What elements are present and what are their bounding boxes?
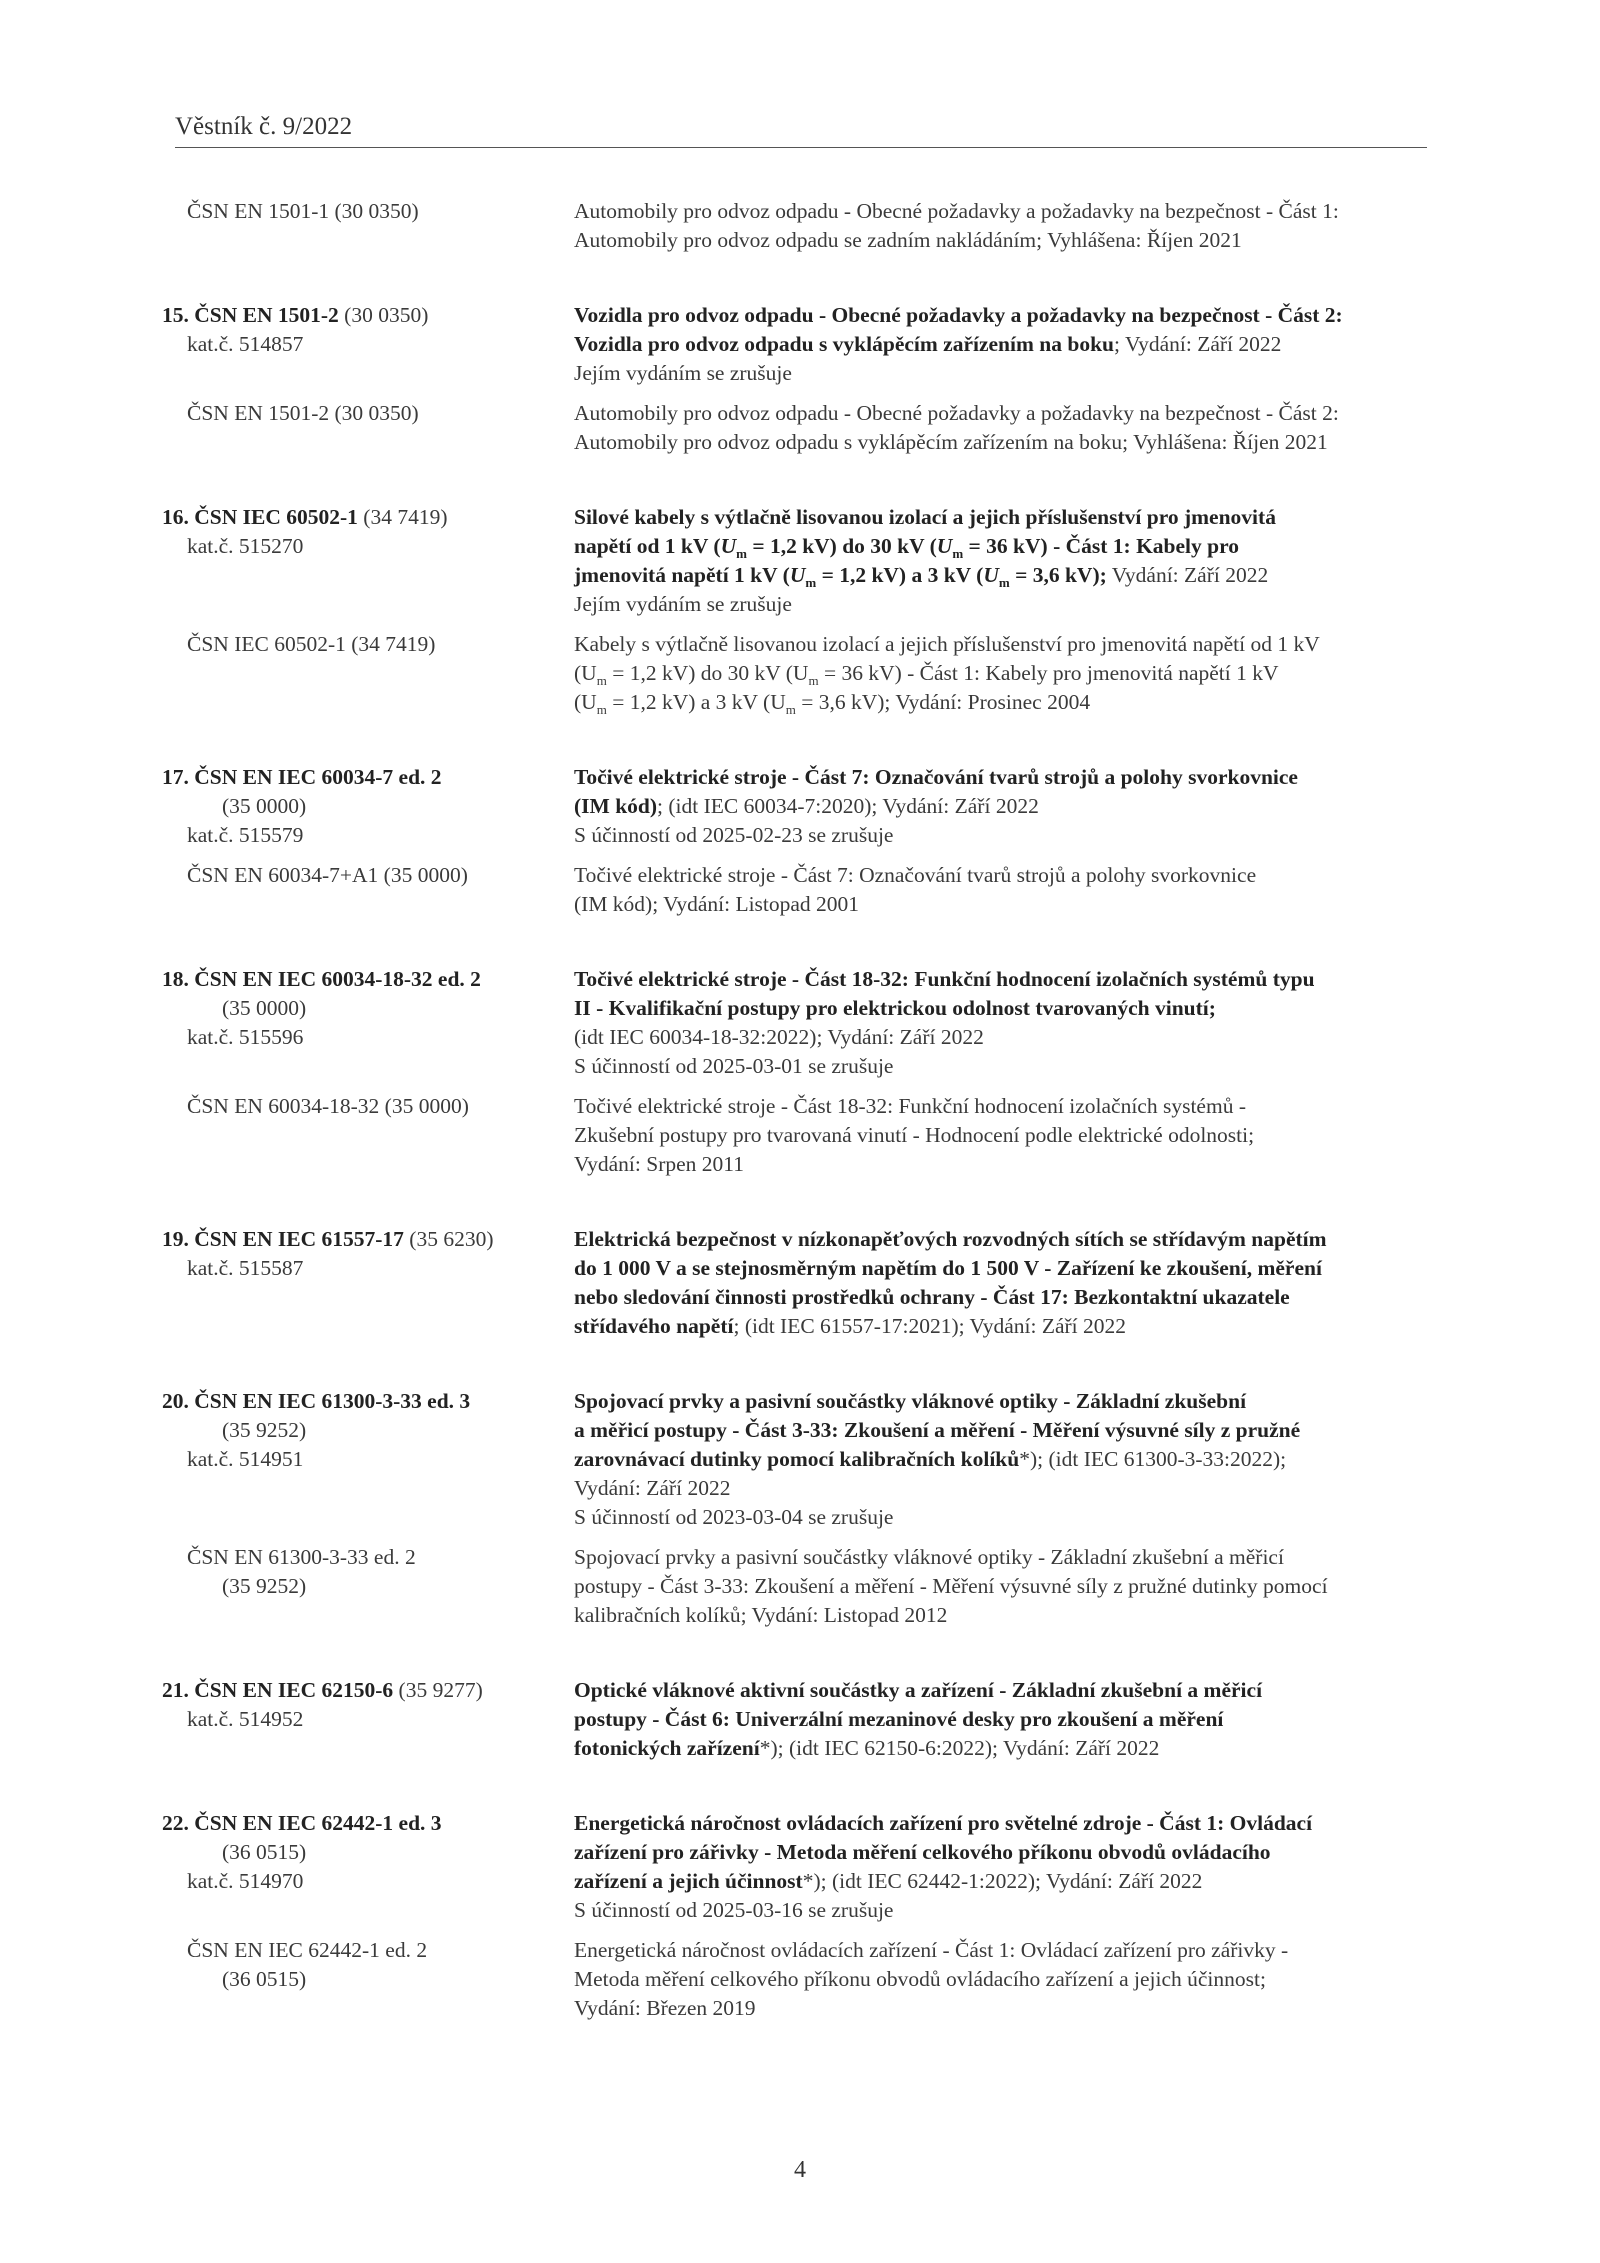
entry-number: 20. (162, 1389, 189, 1413)
standard-title-line: Točivé elektrické stroje - Část 18-32: Funkční hodnocení izolačních systémů typu (574, 967, 1315, 991)
replaced-title-line: (IM kód); Vydání: Listopad 2001 (574, 892, 860, 916)
new-standard (162, 1225, 1427, 1341)
class-number: (34 7419) (363, 505, 448, 529)
replaced-title-line: ($U_m = 1,2$ kV) do 30 kV ($U_m = 36$ kV) - Část 1: Kabely pro jmenovitá napětí 1 kV (574, 661, 1279, 688)
edition-info: *); (idt IEC 61300-3-33:2022); (1019, 1447, 1287, 1471)
standard-entry-14-continuation (187, 197, 1427, 255)
standard-title-line: Optické vláknové aktivní součástky a zařízení - Základní zkušební a měřicí (574, 1678, 1263, 1702)
entry-number: 17. (162, 765, 189, 789)
standard-title-line: Točivé elektrické stroje - Část 7: Označování tvarů strojů a polohy svorkovnice (574, 765, 1298, 789)
new-standard (162, 503, 1427, 619)
standard-entry-21 (162, 1676, 1427, 1763)
standard-title-line: jmenovitá napětí 1 kV ($U_m = 1,2$ kV) a 3 kV ($U_m = 3,6$ kV); Vydání: Září 2022 (574, 563, 1269, 590)
standard-entry-19 (162, 1225, 1427, 1341)
cancellation-note: S účinností od 2025-02-23 se zrušuje (574, 823, 894, 847)
catalog-number: kat.č. 514952 (187, 1707, 304, 1731)
replaced-code: ČSN IEC 60502-1 (34 7419) (187, 632, 436, 656)
replaced-title-line: Automobily pro odvoz odpadu - Obecné požadavky a požadavky na bezpečnost - Část 1: (574, 199, 1339, 223)
standard-title-line: a měřicí postupy - Část 3-33: Zkoušení a měření - Měření výsuvné síly z pružné (574, 1418, 1301, 1442)
edition-info: *); (idt IEC 62442-1:2022); Vydání: Září 2022 (802, 1869, 1203, 1893)
replaced-code: ČSN EN 61300-3-33 ed. 2 (187, 1545, 416, 1569)
replaced-class-number: (36 0515) (222, 1967, 307, 1991)
standard-title-line: Spojovací prvky a pasivní součástky vláknové optiky - Základní zkušební (574, 1389, 1247, 1413)
standard-title-line: střídavého napětí (574, 1314, 734, 1338)
replaced-code: ČSN EN 60034-7+A1 (35 0000) (187, 863, 468, 887)
standard-title-line: do 1 000 V a se stejnosměrným napětím do 1 500 V - Zařízení ke zkoušení, měření (574, 1256, 1322, 1280)
replaced-code: ČSN EN 1501-1 (30 0350) (187, 199, 419, 223)
replaced-title-line: kalibračních kolíků; Vydání: Listopad 2012 (574, 1603, 948, 1627)
edition-info: ; (idt IEC 61557-17:2021); Vydání: Září 2022 (733, 1314, 1127, 1338)
standard-title-line: postupy - Část 6: Univerzální mezaninové desky pro zkoušení a měření (574, 1707, 1224, 1731)
replaced-title-line: Automobily pro odvoz odpadu s vyklápěcím zařízením na boku; Vyhlášena: Říjen 2021 (574, 430, 1328, 454)
replaced-title-line: ($U_m = 1,2$ kV) a 3 kV ($U_m = 3,6$ kV); Vydání: Prosinec 2004 (574, 690, 1091, 717)
new-standard (162, 1809, 1427, 1925)
entry-number: 19. (162, 1227, 189, 1251)
cancellation-note: S účinností od 2025-03-01 se zrušuje (574, 1054, 894, 1078)
replaced-code: ČSN EN 1501-2 (30 0350) (187, 401, 419, 425)
replaced-standard (187, 630, 1427, 717)
new-standard (162, 1387, 1427, 1532)
standard-title-line: zařízení pro zářivky - Metoda měření celkového příkonu obvodů ovládacího (574, 1840, 1271, 1864)
standard-code: ČSN IEC 60502-1 (194, 505, 358, 529)
standard-code: ČSN EN IEC 61557-17 (194, 1227, 404, 1251)
standard-code: ČSN EN IEC 62442-1 ed. 3 (194, 1811, 442, 1835)
edition-info: Vydání: Září 2022 (1106, 563, 1269, 587)
standard-title-line: fotonických zařízení (574, 1736, 760, 1760)
class-number: (35 0000) (222, 794, 307, 818)
standard-title-line: Energetická náročnost ovládacích zařízení pro světelné zdroje - Část 1: Ovládací (574, 1811, 1313, 1835)
replaced-title-line: Točivé elektrické stroje - Část 7: Označování tvarů strojů a polohy svorkovnice (574, 863, 1257, 887)
replaced-title-line: Vydání: Březen 2019 (574, 1996, 756, 2020)
replaced-title-line: postupy - Část 3-33: Zkoušení a měření - Měření výsuvné síly z pružné dutinky pomocí (574, 1574, 1328, 1598)
replaced-title-line: Spojovací prvky a pasivní součástky vláknové optiky - Základní zkušební a měřicí (574, 1545, 1284, 1569)
standard-title-line: Vozidla pro odvoz odpadu s vyklápěcím zařízením na boku (574, 332, 1114, 356)
standard-entry-17 (162, 763, 1427, 919)
class-number: (36 0515) (222, 1840, 307, 1864)
catalog-number: kat.č. 514951 (187, 1447, 304, 1471)
standard-title-line: zarovnávací dutinky pomocí kalibračních kolíků (574, 1447, 1020, 1471)
standard-code: ČSN EN IEC 60034-7 ed. 2 (194, 765, 442, 789)
new-standard (162, 763, 1427, 850)
class-number: (35 6230) (409, 1227, 494, 1251)
edition-info: *); (idt IEC 62150-6:2022); Vydání: Září 2022 (759, 1736, 1160, 1760)
standard-code: ČSN EN IEC 61300-3-33 ed. 3 (194, 1389, 471, 1413)
standard-entry-18 (162, 965, 1427, 1179)
standard-title-line: II - Kvalifikační postupy pro elektrickou odolnost tvarovaných vinutí; (574, 996, 1216, 1020)
class-number: (35 9277) (398, 1678, 483, 1702)
replaced-standard (187, 1543, 1427, 1630)
class-number: (35 9252) (222, 1418, 307, 1442)
catalog-number: kat.č. 515579 (187, 823, 304, 847)
cancellation-note: S účinností od 2023-03-04 se zrušuje (574, 1505, 894, 1529)
standards-list (162, 197, 1427, 2069)
replaced-title-line: Zkušební postupy pro tvarovaná vinutí - Hodnocení podle elektrické odolnosti; (574, 1123, 1255, 1147)
replaced-title-line: Automobily pro odvoz odpadu - Obecné požadavky a požadavky na bezpečnost - Část 2: (574, 401, 1339, 425)
replaced-code: ČSN EN IEC 62442-1 ed. 2 (187, 1938, 428, 1962)
replaced-standard (187, 861, 1427, 919)
catalog-number: kat.č. 515270 (187, 534, 304, 558)
catalog-number: kat.č. 514970 (187, 1869, 304, 1893)
cancellation-note: Jejím vydáním se zrušuje (574, 361, 792, 385)
edition-info: ; Vydání: Září 2022 (1113, 332, 1282, 356)
entry-number: 15. (162, 303, 189, 327)
replaced-code: ČSN EN 60034-18-32 (35 0000) (187, 1094, 469, 1118)
cancellation-note: Jejím vydáním se zrušuje (574, 592, 792, 616)
new-standard (162, 1676, 1427, 1763)
entry-number: 18. (162, 967, 189, 991)
standard-entry-22 (162, 1809, 1427, 2023)
class-number: (35 0000) (222, 996, 307, 1020)
bulletin-title: Věstník č. 9/2022 (175, 113, 353, 140)
standard-code: ČSN EN IEC 60034-18-32 ed. 2 (194, 967, 481, 991)
edition-info: ; (idt IEC 60034-7:2020); Vydání: Září 2022 (657, 794, 1039, 818)
replaced-title-line: Energetická náročnost ovládacích zařízení - Část 1: Ovládací zařízení pro zářivky - (574, 1938, 1289, 1962)
standard-entry-15 (162, 301, 1427, 457)
standard-entry-16 (162, 503, 1427, 717)
replaced-standard (187, 1092, 1427, 1179)
standard-title-line: napětí od 1 kV ($U_m = 1,2$ kV) do 30 kV ($U_m = 36$ kV) - Část 1: Kabely pro (574, 534, 1239, 561)
edition-info: Vydání: Září 2022 (574, 1476, 731, 1500)
page-number: 4 (794, 2157, 806, 2183)
standard-title-line: zařízení a jejich účinnost (574, 1869, 803, 1893)
replaced-class-number: (35 9252) (222, 1574, 307, 1598)
replaced-standard (187, 1936, 1427, 2023)
replaced-title-line: Vydání: Srpen 2011 (574, 1152, 744, 1176)
standard-code: ČSN EN 1501-2 (194, 303, 339, 327)
catalog-number: kat.č. 515587 (187, 1256, 304, 1280)
standard-code: ČSN EN IEC 62150-6 (194, 1678, 394, 1702)
entry-number: 21. (162, 1678, 189, 1702)
replaced-title-line: Metoda měření celkového příkonu obvodů ovládacího zařízení a jejich účinnost; (574, 1967, 1266, 1991)
replaced-title-line: Točivé elektrické stroje - Část 18-32: Funkční hodnocení izolačních systémů - (574, 1094, 1246, 1118)
standard-title-line: nebo sledování činnosti prostředků ochrany - Část 17: Bezkontaktní ukazatele (574, 1285, 1290, 1309)
replaced-standard (187, 399, 1427, 457)
new-standard (162, 965, 1427, 1081)
replaced-title-line: Automobily pro odvoz odpadu se zadním nakládáním; Vyhlášena: Říjen 2021 (574, 228, 1242, 252)
standard-entry-20 (162, 1387, 1427, 1630)
page-header (175, 113, 1427, 148)
replaced-title-line: Kabely s výtlačně lisovanou izolací a jejich příslušenství pro jmenovitá napětí od 1 kV (574, 632, 1320, 656)
replaced-standard (187, 197, 1427, 255)
standard-title-line: Elektrická bezpečnost v nízkonapěťových rozvodných sítích se střídavým napětím (574, 1227, 1327, 1251)
edition-info: (idt IEC 60034-18-32:2022); Vydání: Září 2022 (574, 1025, 984, 1049)
new-standard (162, 301, 1427, 388)
class-number: (30 0350) (344, 303, 429, 327)
entry-number: 22. (162, 1811, 189, 1835)
catalog-number: kat.č. 515596 (187, 1025, 304, 1049)
standard-title-line: Vozidla pro odvoz odpadu - Obecné požadavky a požadavky na bezpečnost - Část 2: (574, 303, 1343, 327)
standard-title-line: Silové kabely s výtlačně lisovanou izolací a jejich příslušenství pro jmenovitá (574, 505, 1276, 529)
catalog-number: kat.č. 514857 (187, 332, 304, 356)
cancellation-note: S účinností od 2025-03-16 se zrušuje (574, 1898, 894, 1922)
entry-number: 16. (162, 505, 189, 529)
standard-title-line: (IM kód) (574, 794, 658, 818)
